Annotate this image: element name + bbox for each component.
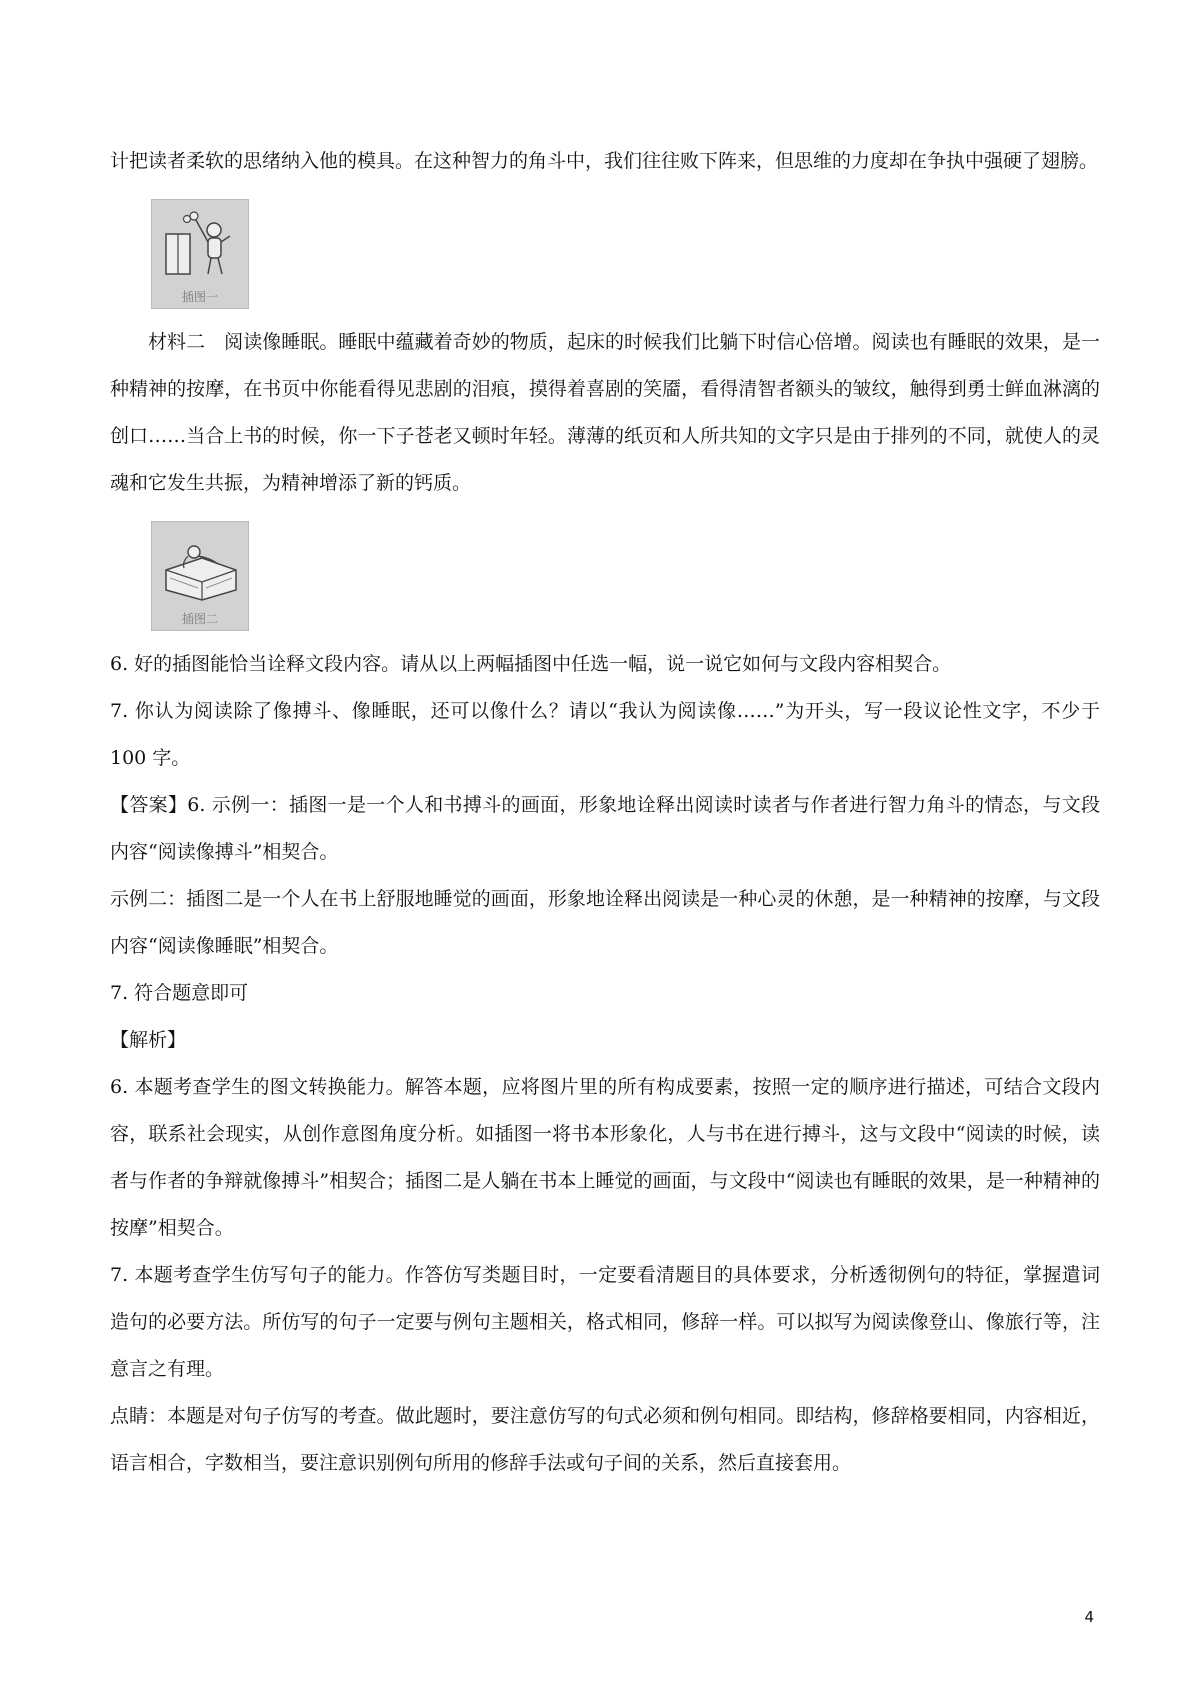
answer-6-example-1: 【答案】6. 示例一：插图一是一个人和书搏斗的画面，形象地诠释出阅读时读者与作者进行智力角斗的情态，与文段内容“阅读像搏斗”相契合。: [110, 794, 1100, 863]
book-fighting-icon: [158, 206, 242, 286]
sleeping-on-book-icon: [158, 528, 242, 608]
answer-7: 7. 符合题意即可: [110, 982, 249, 1004]
page-content: [110, 138, 1100, 1487]
answer-6-example-2: 示例二：插图二是一个人在书上舒服地睡觉的画面，形象地诠释出阅读是一种心灵的休憩，是一种精神的按摩，与文段内容“阅读像睡眠”相契合。: [110, 888, 1100, 957]
illustration-1-caption: 插图一: [181, 290, 218, 304]
paragraph-continued: 计把读者柔软的思绪纳入他的模具。在这种智力的角斗中，我们往往败下阵来，但思维的力度却在争执中强硬了翅膀。: [110, 150, 1099, 172]
question-7: 7. 你认为阅读除了像搏斗、像睡眠，还可以像什么？请以“我认为阅读像……”为开头，写一段议论性文字，不少于 100 字。: [110, 700, 1100, 769]
illustration-2: [151, 521, 249, 631]
question-6: 6. 好的插图能恰当诠释文段内容。请从以上两幅插图中任选一幅，说一说它如何与文段内容相契合。: [110, 653, 952, 675]
analysis-note: 点睛：本题是对句子仿写的考查。做此题时，要注意仿写的句式必须和例句相同。即结构，修辞格要相同，内容相近，语言相合，字数相当，要注意识别例句所用的修辞手法或句子间的关系，然后直接套用。: [110, 1405, 1100, 1474]
illustration-2-caption: 插图二: [181, 612, 218, 626]
page-number: 4: [1084, 1608, 1094, 1626]
material-2-paragraph: 材料二 阅读像睡眠。睡眠中蕴藏着奇妙的物质，起床的时候我们比躺下时信心倍增。阅读也有睡眠的效果，是一种精神的按摩，在书页中你能看得见悲剧的泪痕，摸得着喜剧的笑靥，看得清智者额头的皱纹，触得到勇士鲜血淋漓的创口……当合上书的时候，你一下子苍老又顿时年轻。薄薄的纸页和人所共知的文字只是由于排列的不同，就使人的灵魂和它发生共振，为精神增添了新的钙质。: [110, 331, 1100, 494]
analysis-7: 7. 本题考查学生仿写句子的能力。作答仿写类题目时，一定要看清题目的具体要求，分析透彻例句的特征，掌握遣词造句的必要方法。所仿写的句子一定要与例句主题相关，格式相同，修辞一样。可以拟写为阅读像登山、像旅行等，注意言之有理。: [110, 1264, 1100, 1380]
analysis-heading: 【解析】: [110, 1029, 187, 1051]
illustration-1: [151, 199, 249, 309]
analysis-6: 6. 本题考查学生的图文转换能力。解答本题，应将图片里的所有构成要素，按照一定的顺序进行描述，可结合文段内容，联系社会现实，从创作意图角度分析。如插图一将书本形象化，人与书在进行搏斗，这与文段中“阅读的时候，读者与作者的争辩就像搏斗”相契合；插图二是人躺在书本上睡觉的画面，与文段中“阅读也有睡眠的效果，是一种精神的按摩”相契合。: [110, 1076, 1100, 1239]
